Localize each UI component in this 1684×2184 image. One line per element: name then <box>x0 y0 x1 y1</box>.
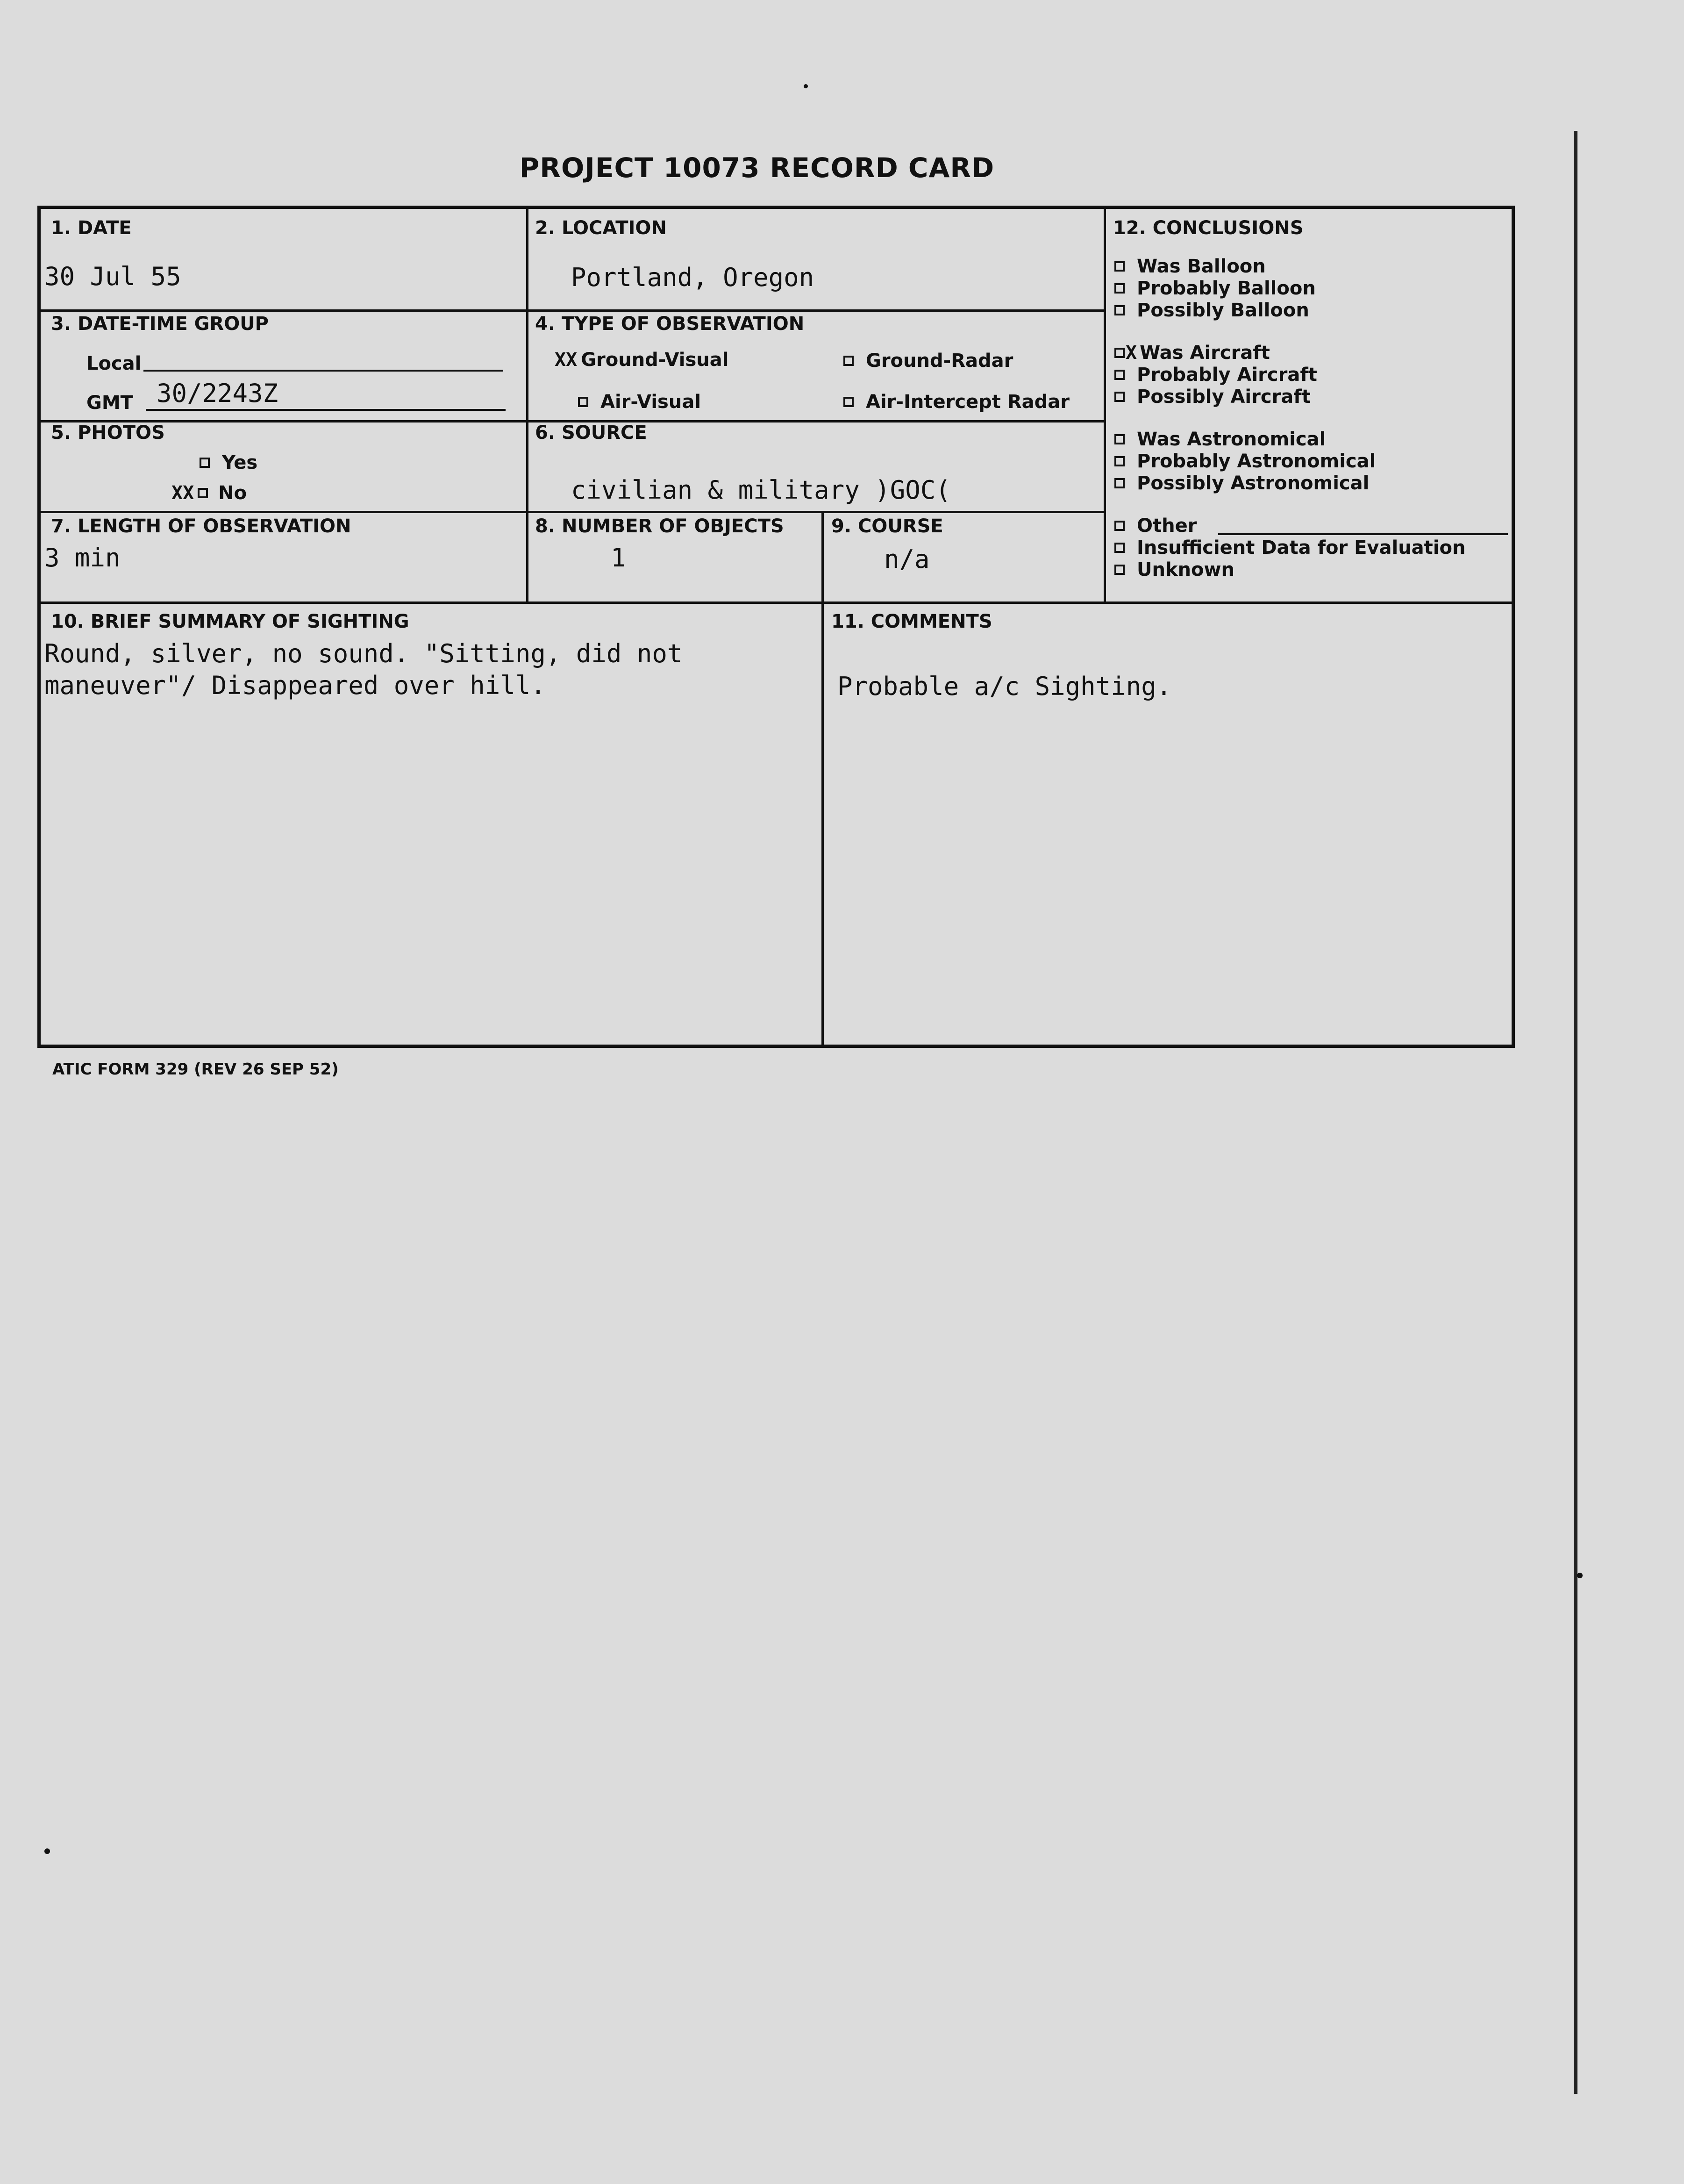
air-visual-checkbox <box>578 397 588 407</box>
was-aircraft-text: Was Aircraft <box>1140 342 1270 364</box>
probably-aircraft-option <box>1114 364 1317 386</box>
possibly-astronomical-text: Possibly Astronomical <box>1137 473 1370 494</box>
location-value: Portland, Oregon <box>571 263 814 292</box>
probably-astronomical-option <box>1114 451 1376 472</box>
was-balloon-checkbox <box>1114 261 1125 272</box>
was-aircraft-mark: X <box>1126 342 1137 364</box>
probably-aircraft-text: Probably Aircraft <box>1137 364 1317 386</box>
scan-speck <box>44 1848 50 1854</box>
divider <box>41 309 1104 312</box>
form-footer: ATIC FORM 329 (REV 26 SEP 52) <box>52 1060 339 1079</box>
divider <box>526 209 528 604</box>
possibly-balloon-text: Possibly Balloon <box>1137 300 1309 321</box>
conclusions-label: 12. CONCLUSIONS <box>1113 217 1304 239</box>
photos-label: 5. PHOTOS <box>51 422 165 444</box>
record-card <box>37 206 1515 1048</box>
air-intercept-radar-checkbox <box>843 397 854 407</box>
possibly-balloon-checkbox <box>1114 305 1125 315</box>
divider <box>41 511 1104 513</box>
probably-balloon-checkbox <box>1114 283 1125 294</box>
was-balloon-option <box>1114 256 1266 277</box>
was-aircraft-checkbox <box>1114 348 1125 358</box>
date-label: 1. DATE <box>51 217 132 239</box>
gmt-label: GMT <box>86 392 133 414</box>
divider <box>41 601 1513 604</box>
local-underline <box>143 370 503 372</box>
air-intercept-radar-text: Air-Intercept Radar <box>866 391 1070 413</box>
probably-balloon-option <box>1114 278 1316 299</box>
comments-label: 11. COMMENTS <box>831 611 992 632</box>
insufficient-data-checkbox <box>1114 543 1125 553</box>
ground-visual-mark: XX <box>555 349 578 371</box>
location-label: 2. LOCATION <box>535 217 667 239</box>
type-of-observation-label: 4. TYPE OF OBSERVATION <box>535 313 805 335</box>
other-underline <box>1218 533 1508 535</box>
was-astronomical-checkbox <box>1114 434 1125 444</box>
date-time-group-label: 3. DATE-TIME GROUP <box>51 313 269 335</box>
photos-no-mark: XX <box>171 482 194 504</box>
was-balloon-text: Was Balloon <box>1137 256 1266 277</box>
summary-line-2: maneuver"/ Disappeared over hill. <box>44 671 546 700</box>
photos-yes-text: Yes <box>222 452 258 473</box>
photos-no-option <box>171 482 247 504</box>
photos-yes-option <box>200 452 257 473</box>
local-label: Local <box>86 353 142 374</box>
possibly-astronomical-checkbox <box>1114 478 1125 488</box>
possibly-aircraft-checkbox <box>1114 392 1125 402</box>
was-astronomical-text: Was Astronomical <box>1137 429 1326 450</box>
photos-yes-checkbox <box>200 458 210 468</box>
paper-edge <box>1574 131 1577 2094</box>
card-title: PROJECT 10073 RECORD CARD <box>519 152 995 184</box>
photos-no-checkbox <box>198 488 208 498</box>
number-of-objects-value: 1 <box>611 543 626 573</box>
summary-label: 10. BRIEF SUMMARY OF SIGHTING <box>51 611 409 632</box>
ground-radar-text: Ground-Radar <box>866 350 1013 372</box>
other-text: Other <box>1137 515 1197 537</box>
other-checkbox <box>1114 521 1125 531</box>
length-of-observation-value: 3 min <box>44 543 121 573</box>
number-of-objects-label: 8. NUMBER OF OBJECTS <box>535 516 784 537</box>
was-astronomical-option <box>1114 429 1326 450</box>
ground-visual-text: Ground-Visual <box>581 349 729 371</box>
insufficient-data-text: Insufficient Data for Evaluation <box>1137 537 1466 559</box>
probably-aircraft-checkbox <box>1114 370 1125 380</box>
source-value: civilian & military )GOC( <box>571 475 951 505</box>
scan-speck <box>1577 1573 1583 1578</box>
probably-astronomical-text: Probably Astronomical <box>1137 451 1376 472</box>
was-aircraft-option <box>1114 342 1270 364</box>
insufficient-data-option <box>1114 537 1465 559</box>
source-label: 6. SOURCE <box>535 422 647 444</box>
length-of-observation-label: 7. LENGTH OF OBSERVATION <box>51 516 351 537</box>
other-option <box>1114 515 1197 537</box>
ground-radar-option <box>843 350 1013 372</box>
air-intercept-radar-option <box>843 391 1070 413</box>
air-visual-option <box>578 391 701 413</box>
possibly-balloon-option <box>1114 300 1309 321</box>
course-label: 9. COURSE <box>831 516 943 537</box>
ground-radar-checkbox <box>843 356 854 366</box>
comments-value: Probable a/c Sighting. <box>837 672 1172 701</box>
gmt-underline <box>146 409 506 411</box>
summary-line-1: Round, silver, no sound. "Sitting, did not <box>44 639 683 668</box>
unknown-checkbox <box>1114 565 1125 575</box>
divider <box>821 511 824 1048</box>
unknown-text: Unknown <box>1137 559 1234 580</box>
unknown-option <box>1114 559 1234 580</box>
ground-visual-option <box>555 349 728 371</box>
possibly-astronomical-option <box>1114 473 1369 494</box>
scan-speck <box>804 84 808 88</box>
gmt-value: 30/2243Z <box>157 379 278 408</box>
divider <box>1104 209 1106 604</box>
probably-balloon-text: Probably Balloon <box>1137 278 1316 299</box>
air-visual-text: Air-Visual <box>600 391 701 413</box>
photos-no-text: No <box>218 482 247 504</box>
probably-astronomical-checkbox <box>1114 456 1125 466</box>
course-value: n/a <box>884 544 930 574</box>
date-value: 30 Jul 55 <box>44 262 181 291</box>
possibly-aircraft-text: Possibly Aircraft <box>1137 386 1311 408</box>
possibly-aircraft-option <box>1114 386 1311 408</box>
